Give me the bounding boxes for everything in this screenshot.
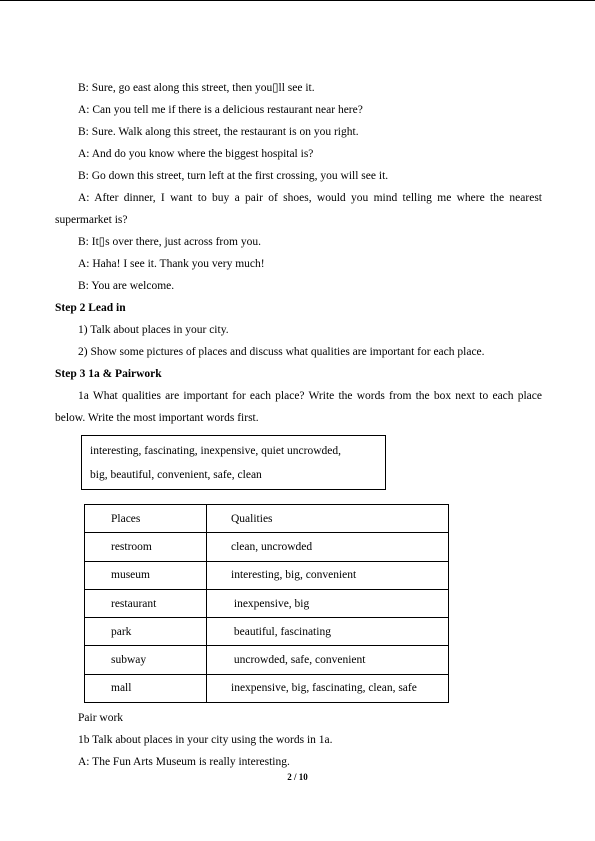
word-box-line: interesting, fascinating, inexpensive, quiet uncrowded, — [90, 445, 342, 457]
dialogue-line: supermarket is? — [55, 214, 128, 226]
table-cell-place: restaurant — [85, 589, 207, 617]
table-cell-place: museum — [85, 561, 207, 589]
page-number: 2 / 10 — [287, 772, 308, 782]
table-row — [85, 646, 449, 674]
dialogue-line: B: Sure, go east along this street, then you▯ll see it. — [78, 82, 315, 94]
step2-heading: Step 2 Lead in — [55, 302, 126, 314]
dialogue-line: A: Haha! I see it. Thank you very much! — [78, 258, 265, 270]
step3-instruction: below. Write the most important words first. — [55, 412, 259, 424]
word-box — [81, 435, 386, 490]
table-header-row — [85, 505, 449, 533]
table-cell-qualities: beautiful, fascinating — [207, 618, 449, 646]
table-row — [85, 618, 449, 646]
step3-instruction: 1a What qualities are important for each place? Write the words from the box next to each place — [78, 390, 542, 402]
table-cell-place: park — [85, 618, 207, 646]
pairwork-instruction: 1b Talk about places in your city using the words in 1a. — [78, 734, 333, 746]
dialogue-line: B: It▯s over there, just across from you. — [78, 236, 261, 248]
step2-item: 2) Show some pictures of places and discuss what qualities are important for each place. — [78, 346, 485, 358]
step2-item: 1) Talk about places in your city. — [78, 324, 229, 336]
dialogue-line: A: Can you tell me if there is a delicious restaurant near here? — [78, 104, 363, 116]
table-row — [85, 589, 449, 617]
header-rule — [0, 0, 595, 1]
dialogue-line: B: Sure. Walk along this street, the restaurant is on you right. — [78, 126, 359, 138]
pairwork-label: Pair work — [78, 712, 124, 724]
table-row — [85, 533, 449, 561]
table-cell-place: subway — [85, 646, 207, 674]
table-header: Places — [85, 505, 207, 533]
table-cell-qualities: inexpensive, big, fascinating, clean, safe — [207, 674, 449, 702]
table-cell-qualities: inexpensive, big — [207, 589, 449, 617]
table-cell-place: mall — [85, 674, 207, 702]
word-box-line: big, beautiful, convenient, safe, clean — [90, 469, 262, 481]
table-cell-qualities: clean, uncrowded — [207, 533, 449, 561]
dialogue-line: B: You are welcome. — [78, 280, 175, 292]
dialogue-line: A: And do you know where the biggest hospital is? — [78, 148, 314, 160]
table-row — [85, 561, 449, 589]
table-cell-qualities: uncrowded, safe, convenient — [207, 646, 449, 674]
table-cell-place: restroom — [85, 533, 207, 561]
table-header: Qualities — [207, 505, 449, 533]
table-row — [85, 674, 449, 702]
pairwork-dialogue: A: The Fun Arts Museum is really interesting. — [78, 756, 290, 768]
dialogue-line: A: After dinner, I want to buy a pair of shoes, would you mind telling me where the nearest — [78, 192, 542, 204]
table-cell-qualities: interesting, big, convenient — [207, 561, 449, 589]
dialogue-line: B: Go down this street, turn left at the first crossing, you will see it. — [78, 170, 389, 182]
qualities-table — [84, 504, 449, 703]
step3-heading: Step 3 1a & Pairwork — [55, 368, 162, 380]
